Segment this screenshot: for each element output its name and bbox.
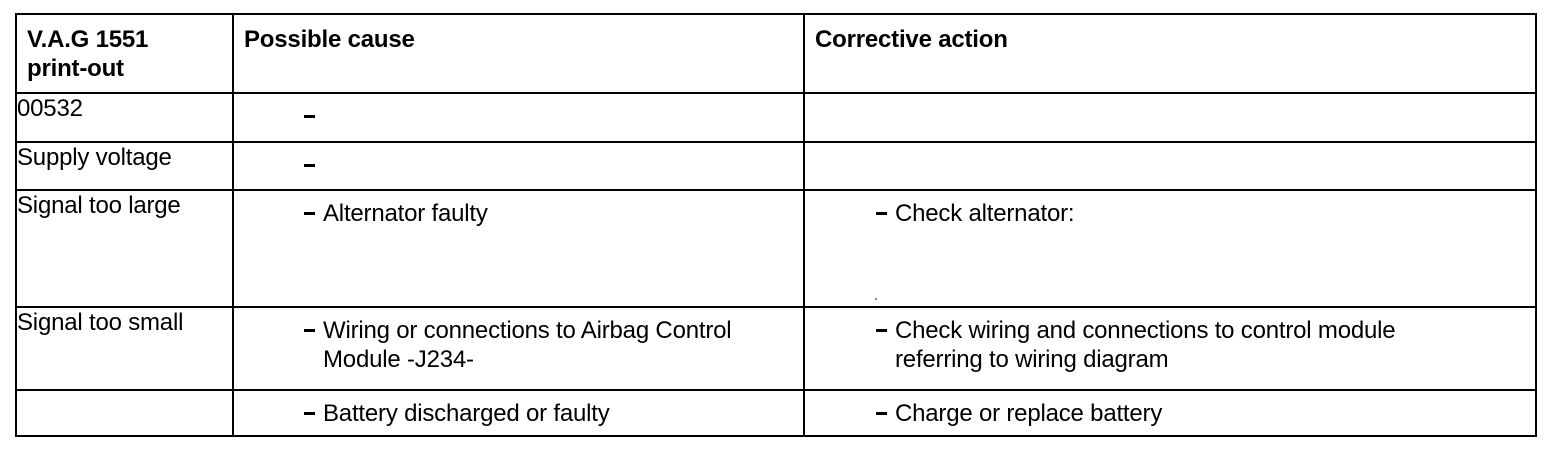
action-item (805, 391, 1535, 428)
header-cause-label: Possible cause (244, 26, 415, 53)
printout-text: 00532 (17, 95, 83, 122)
cause-item (234, 94, 803, 102)
cause-cell (233, 390, 804, 436)
action-cell (804, 307, 1536, 390)
action-item (805, 308, 1535, 374)
fault-table (15, 13, 1537, 437)
cause-item (234, 143, 803, 151)
table-header-row (16, 14, 1536, 93)
cause-item (234, 191, 803, 228)
printout-cell (16, 307, 233, 390)
table-row (16, 93, 1536, 142)
printout-text: Signal too small (17, 309, 184, 336)
cause-text: Alternator faulty (323, 200, 488, 227)
cause-cell (233, 93, 804, 142)
action-cell (804, 142, 1536, 190)
table-row (16, 142, 1536, 190)
printout-cell (16, 190, 233, 307)
table-row (16, 307, 1536, 390)
header-action-label: Corrective action (815, 26, 1008, 53)
cause-item (234, 308, 803, 374)
action-item (805, 191, 1535, 228)
printout-text: Supply voltage (17, 144, 172, 171)
header-printout (16, 14, 233, 93)
header-action (804, 14, 1536, 93)
cause-text: Battery discharged or faulty (323, 400, 610, 427)
printout-cell (16, 142, 233, 190)
printout-cell (16, 93, 233, 142)
header-cause (233, 14, 804, 93)
cause-cell (233, 307, 804, 390)
action-cell (804, 93, 1536, 142)
cause-text: Wiring or connections to Airbag Control Module -J234- (323, 317, 732, 373)
table-row (16, 390, 1536, 436)
cause-cell (233, 142, 804, 190)
action-cell (804, 190, 1536, 307)
header-printout-label: V.A.G 1551 print-out (27, 26, 149, 82)
printout-text: Signal too large (17, 192, 181, 219)
action-text: Charge or replace battery (895, 400, 1163, 427)
action-text: Check alternator: (895, 200, 1075, 227)
link-marker-dot (875, 298, 877, 300)
action-cell (804, 390, 1536, 436)
cause-cell (233, 190, 804, 307)
action-text: Check wiring and connections to control module referring to wiring diagram (895, 317, 1396, 373)
table-row (16, 190, 1536, 307)
cause-item (234, 391, 803, 428)
printout-cell (16, 390, 233, 436)
